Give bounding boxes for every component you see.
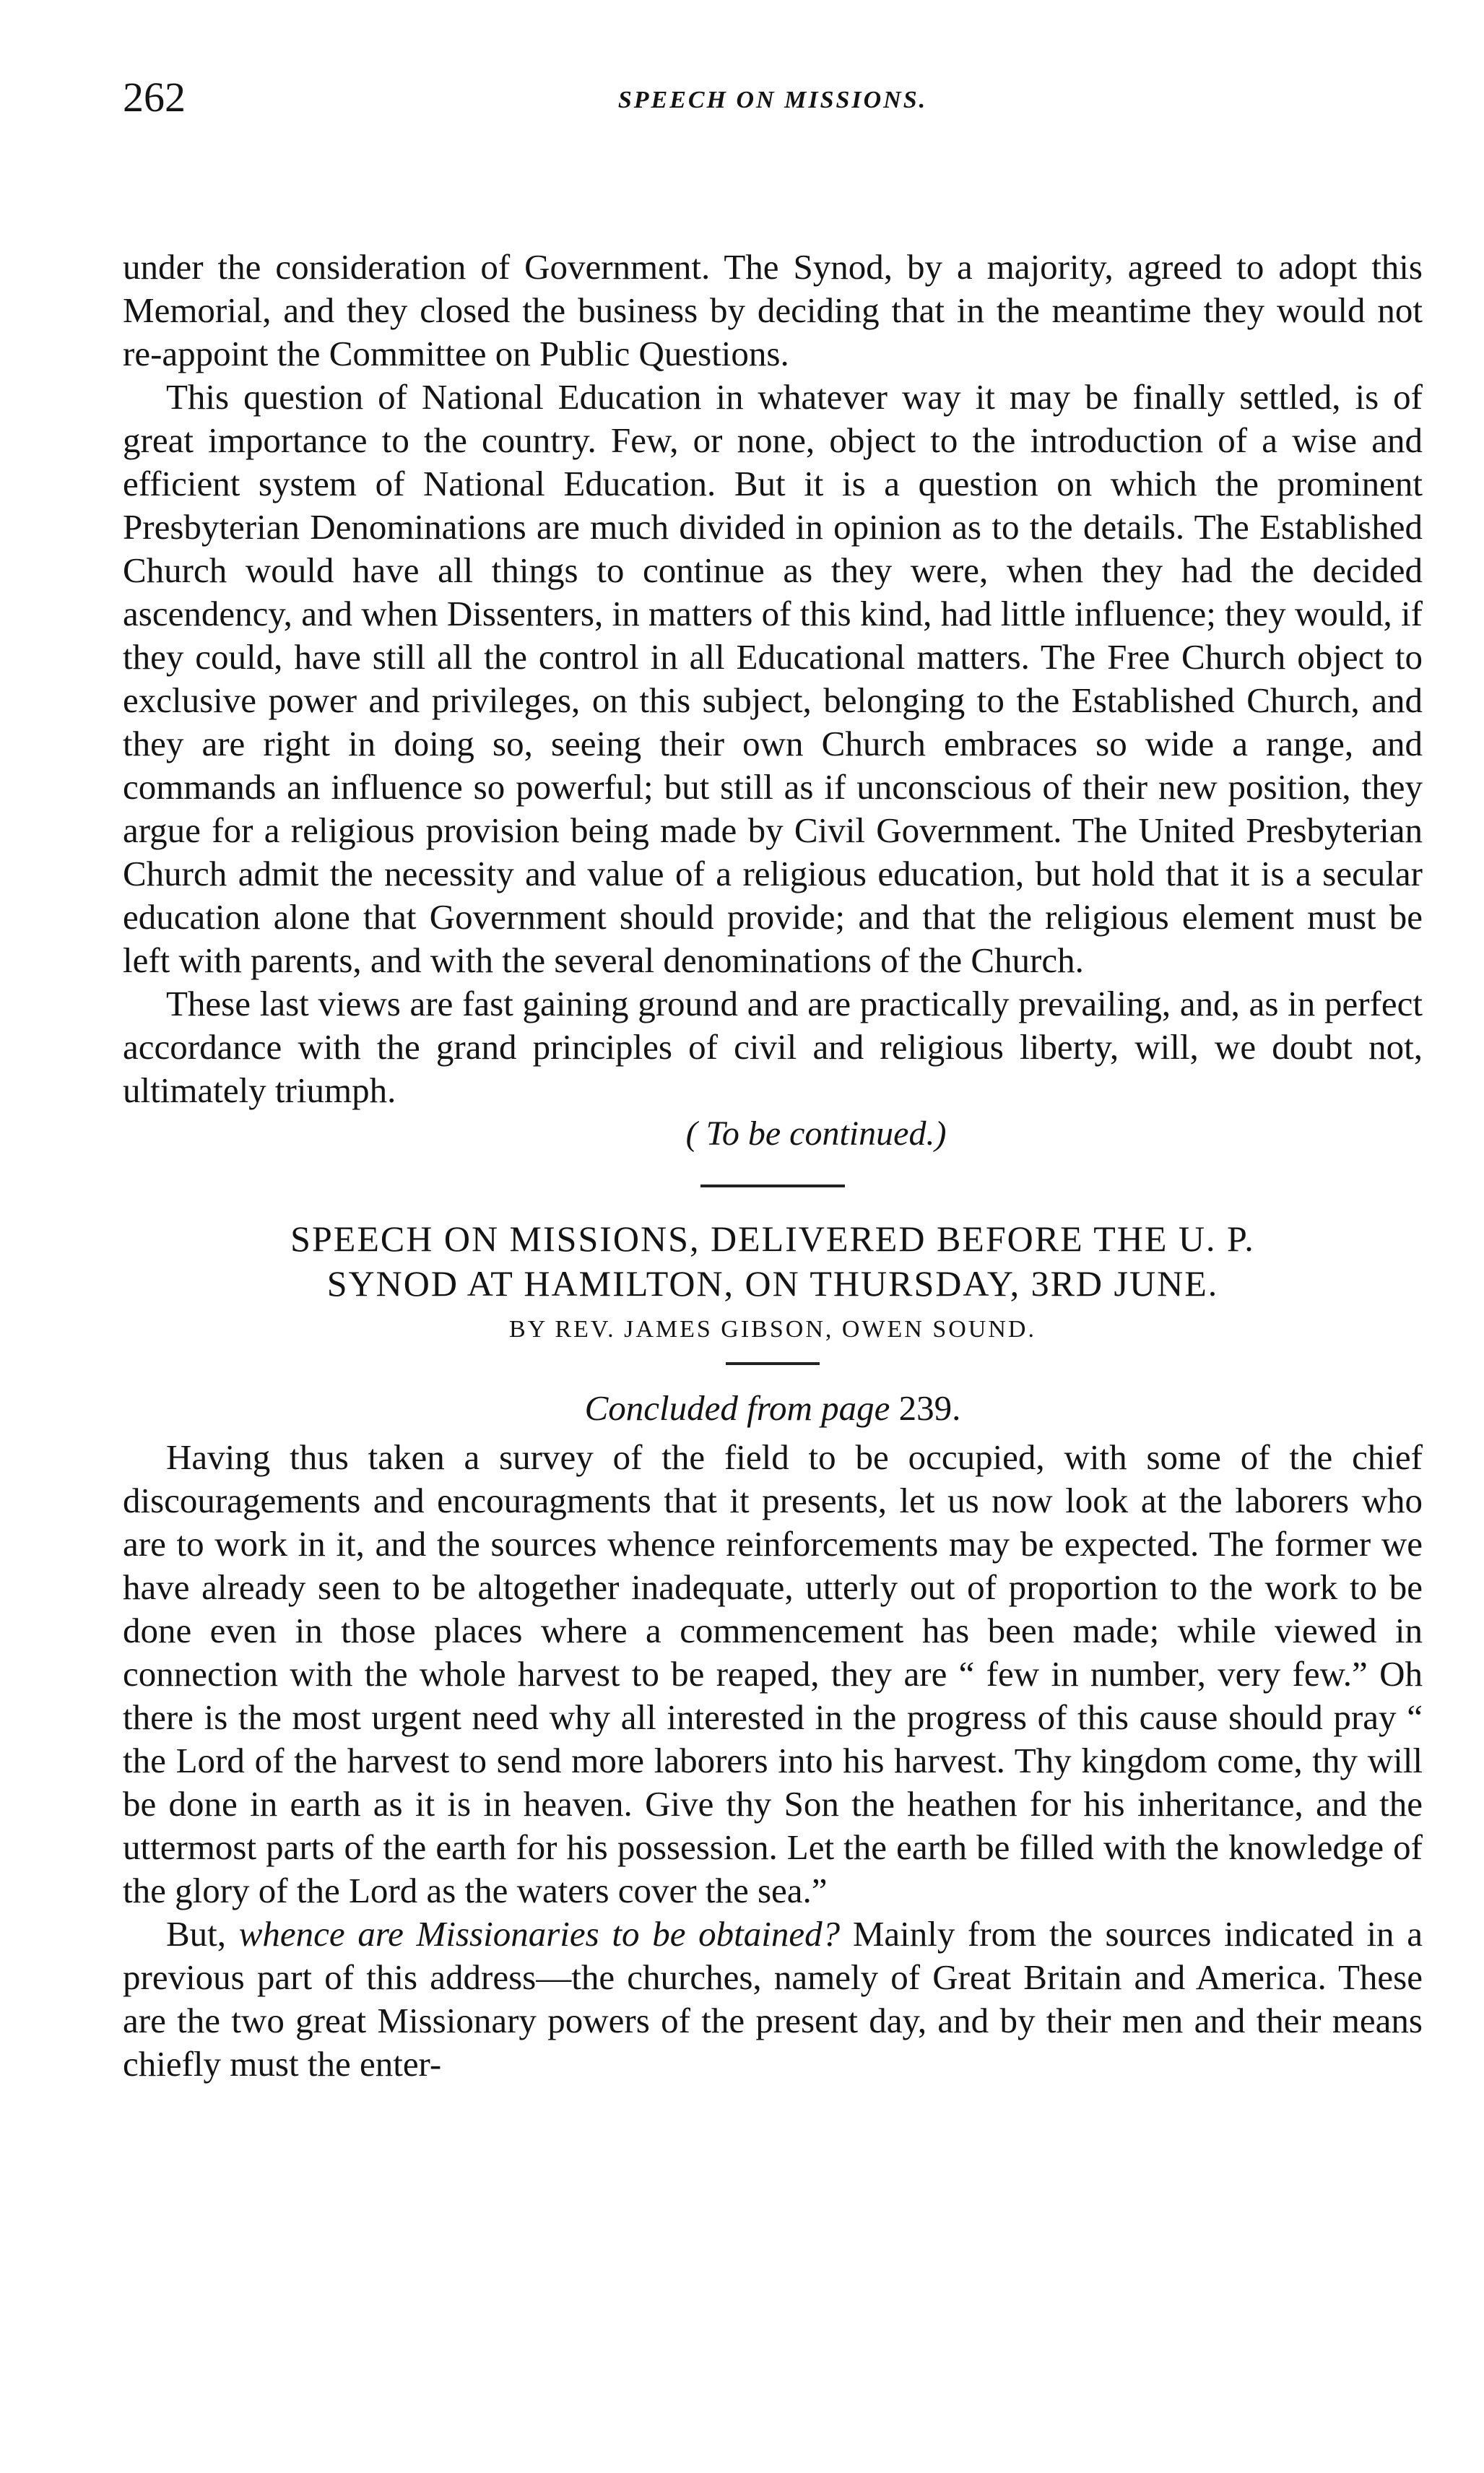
- concluded-note: [123, 1387, 1423, 1430]
- concluded-prefix: Concluded from page: [584, 1388, 890, 1428]
- section-national-education: [123, 246, 1423, 1156]
- article-heading: [123, 1216, 1423, 1343]
- article-body: [123, 1436, 1423, 2086]
- running-title: SPEECH ON MISSIONS.: [617, 87, 928, 113]
- running-head: [123, 72, 1423, 137]
- paragraph: This question of National Education in whatever way it may be finally settled, is of great importance to the country. Few, or none, object to the introduction of a wise and efficient system of National Education. But it is a question on which the prominent Presbyterian Denominations are much divided in opinion as to the details. The Established Church would have all things to continue as they were, when they had the decided ascendency, and when Dissenters, in matters of this kind, had little influence; they would, if they could, have still all the control in all Educational matters. The Free Church object to exclusive power and privileges, on this subject, belonging to the Established Church, and they are right in doing so, seeing their own Church embraces so wide a range, and commands an influence so powerful; but still as if unconscious of their new position, they argue for a religious provision being made by Civil Government. The United Presbyterian Church admit the necessity and value of a religious education, but hold that it is a secular education alone that Government should provide; and that the religious element must be left with parents, and with the several denominations of the Church.: [123, 377, 1423, 980]
- section-divider: [700, 1184, 845, 1187]
- page-number: 262: [123, 74, 186, 121]
- article-title-line-2: SYNOD AT HAMILTON, ON THURSDAY, 3RD JUNE.: [326, 1263, 1219, 1304]
- page: [123, 72, 1423, 2086]
- paragraph: Having thus taken a survey of the field to be occupied, with some of the chief discouragements and encouragments that it presents, let us now look at the laborers who are to work in it, and the sources whence reinforcements may be expected. The former we have already seen to be altogether inadequate, utterly out of proportion to the work to be done even in those places where a commencement has been made; while viewed in connection with the whole harvest to be reaped, they are “ few in number, very few.” Oh there is the most urgent need why all interested in the progress of this cause should pray “ the Lord of the harvest to send more laborers into his harvest. Thy kingdom come, thy will be done in earth as it is in heaven. Give thy Son the heathen for his inheritance, and the uttermost parts of the earth for his possession. Let the earth be filled with the knowledge of the glory of the Lord as the waters cover the sea.”: [123, 1437, 1423, 1910]
- article-byline: BY REV. JAMES GIBSON, OWEN SOUND.: [509, 1316, 1036, 1343]
- article-title-line-1: SPEECH ON MISSIONS, DELIVERED BEFORE THE U. P.: [290, 1218, 1255, 1259]
- paragraph-italic-question: whence are Missionaries to be obtained?: [238, 1914, 841, 1954]
- paragraph: under the consideration of Government. The Synod, by a majority, agreed to adopt this Memorial, and they closed the business by deciding that in the meantime they would not re-appoint the Committee on Public Questions.: [123, 247, 1423, 373]
- concluded-page: 239.: [898, 1388, 961, 1428]
- paragraph-rest: Mainly from the sources indicated in a previous part of this address—the churches, namely of Great Britain and America. These are the two great Missionary powers of the present day, and by their men and their means chiefly must the enter-: [123, 1914, 1423, 2084]
- paragraph: These last views are fast gaining ground and are practically prevailing, and, as in perfect accordance with the grand principles of civil and religious liberty, will, we doubt not, ultimately triumph.: [123, 984, 1423, 1110]
- continued-note: ( To be continued.): [685, 1114, 947, 1153]
- paragraph-start: But,: [166, 1914, 227, 1954]
- paragraph: [123, 1913, 1423, 2086]
- heading-divider: [726, 1362, 820, 1365]
